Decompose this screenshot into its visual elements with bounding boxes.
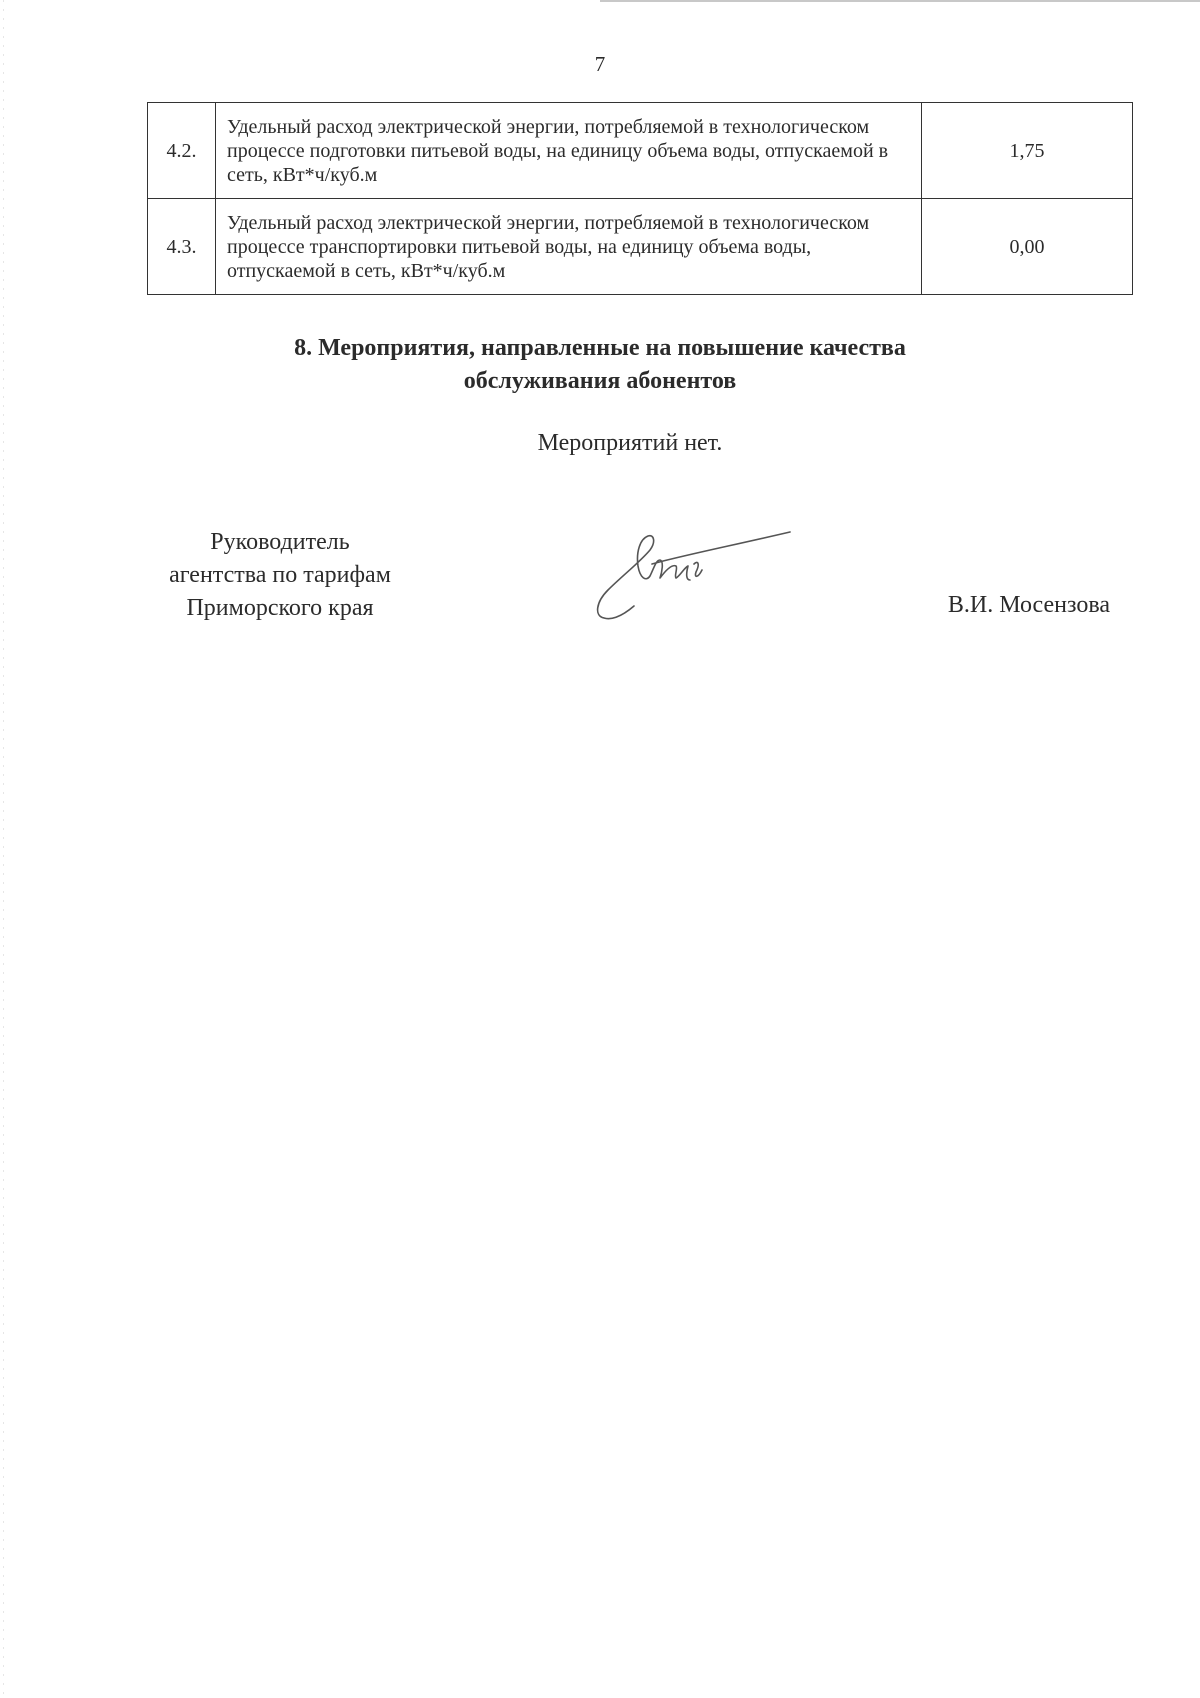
scan-edge-artifact	[3, 0, 4, 1698]
signatory-position	[130, 526, 430, 625]
indicators-table	[147, 102, 1133, 295]
section-heading-line: обслуживания абонентов	[463, 368, 737, 394]
signatory-position-line: Приморского края	[186, 595, 374, 621]
row-number: 4.3.	[148, 199, 216, 295]
scan-top-rule	[600, 0, 1200, 2]
section-heading	[0, 332, 1200, 398]
row-value: 1,75	[922, 103, 1133, 199]
table-row	[148, 199, 1133, 295]
signatory-name: В.И. Мосензова	[947, 592, 1110, 618]
row-value: 0,00	[922, 199, 1133, 295]
row-number: 4.2.	[148, 103, 216, 199]
signatory-position-line: Руководитель	[210, 529, 350, 555]
signatory-position-line: агентства по тарифам	[169, 562, 391, 588]
handwritten-signature	[590, 520, 820, 630]
row-description: Удельный расход электрической энергии, потребляемой в технологическом процессе транспортировки питьевой воды, на единицу объема воды, отпускаемой в сеть, кВт*ч/куб.м	[216, 199, 922, 295]
page-number: 7	[594, 52, 606, 76]
table-row	[148, 103, 1133, 199]
section-heading-line: 8. Мероприятия, направленные на повышение качества	[294, 335, 906, 361]
row-description: Удельный расход электрической энергии, потребляемой в технологическом процессе подготовки питьевой воды, на единицу объема воды, отпускаемой в сеть, кВт*ч/куб.м	[216, 103, 922, 199]
section-body-text: Мероприятий нет.	[537, 430, 723, 456]
